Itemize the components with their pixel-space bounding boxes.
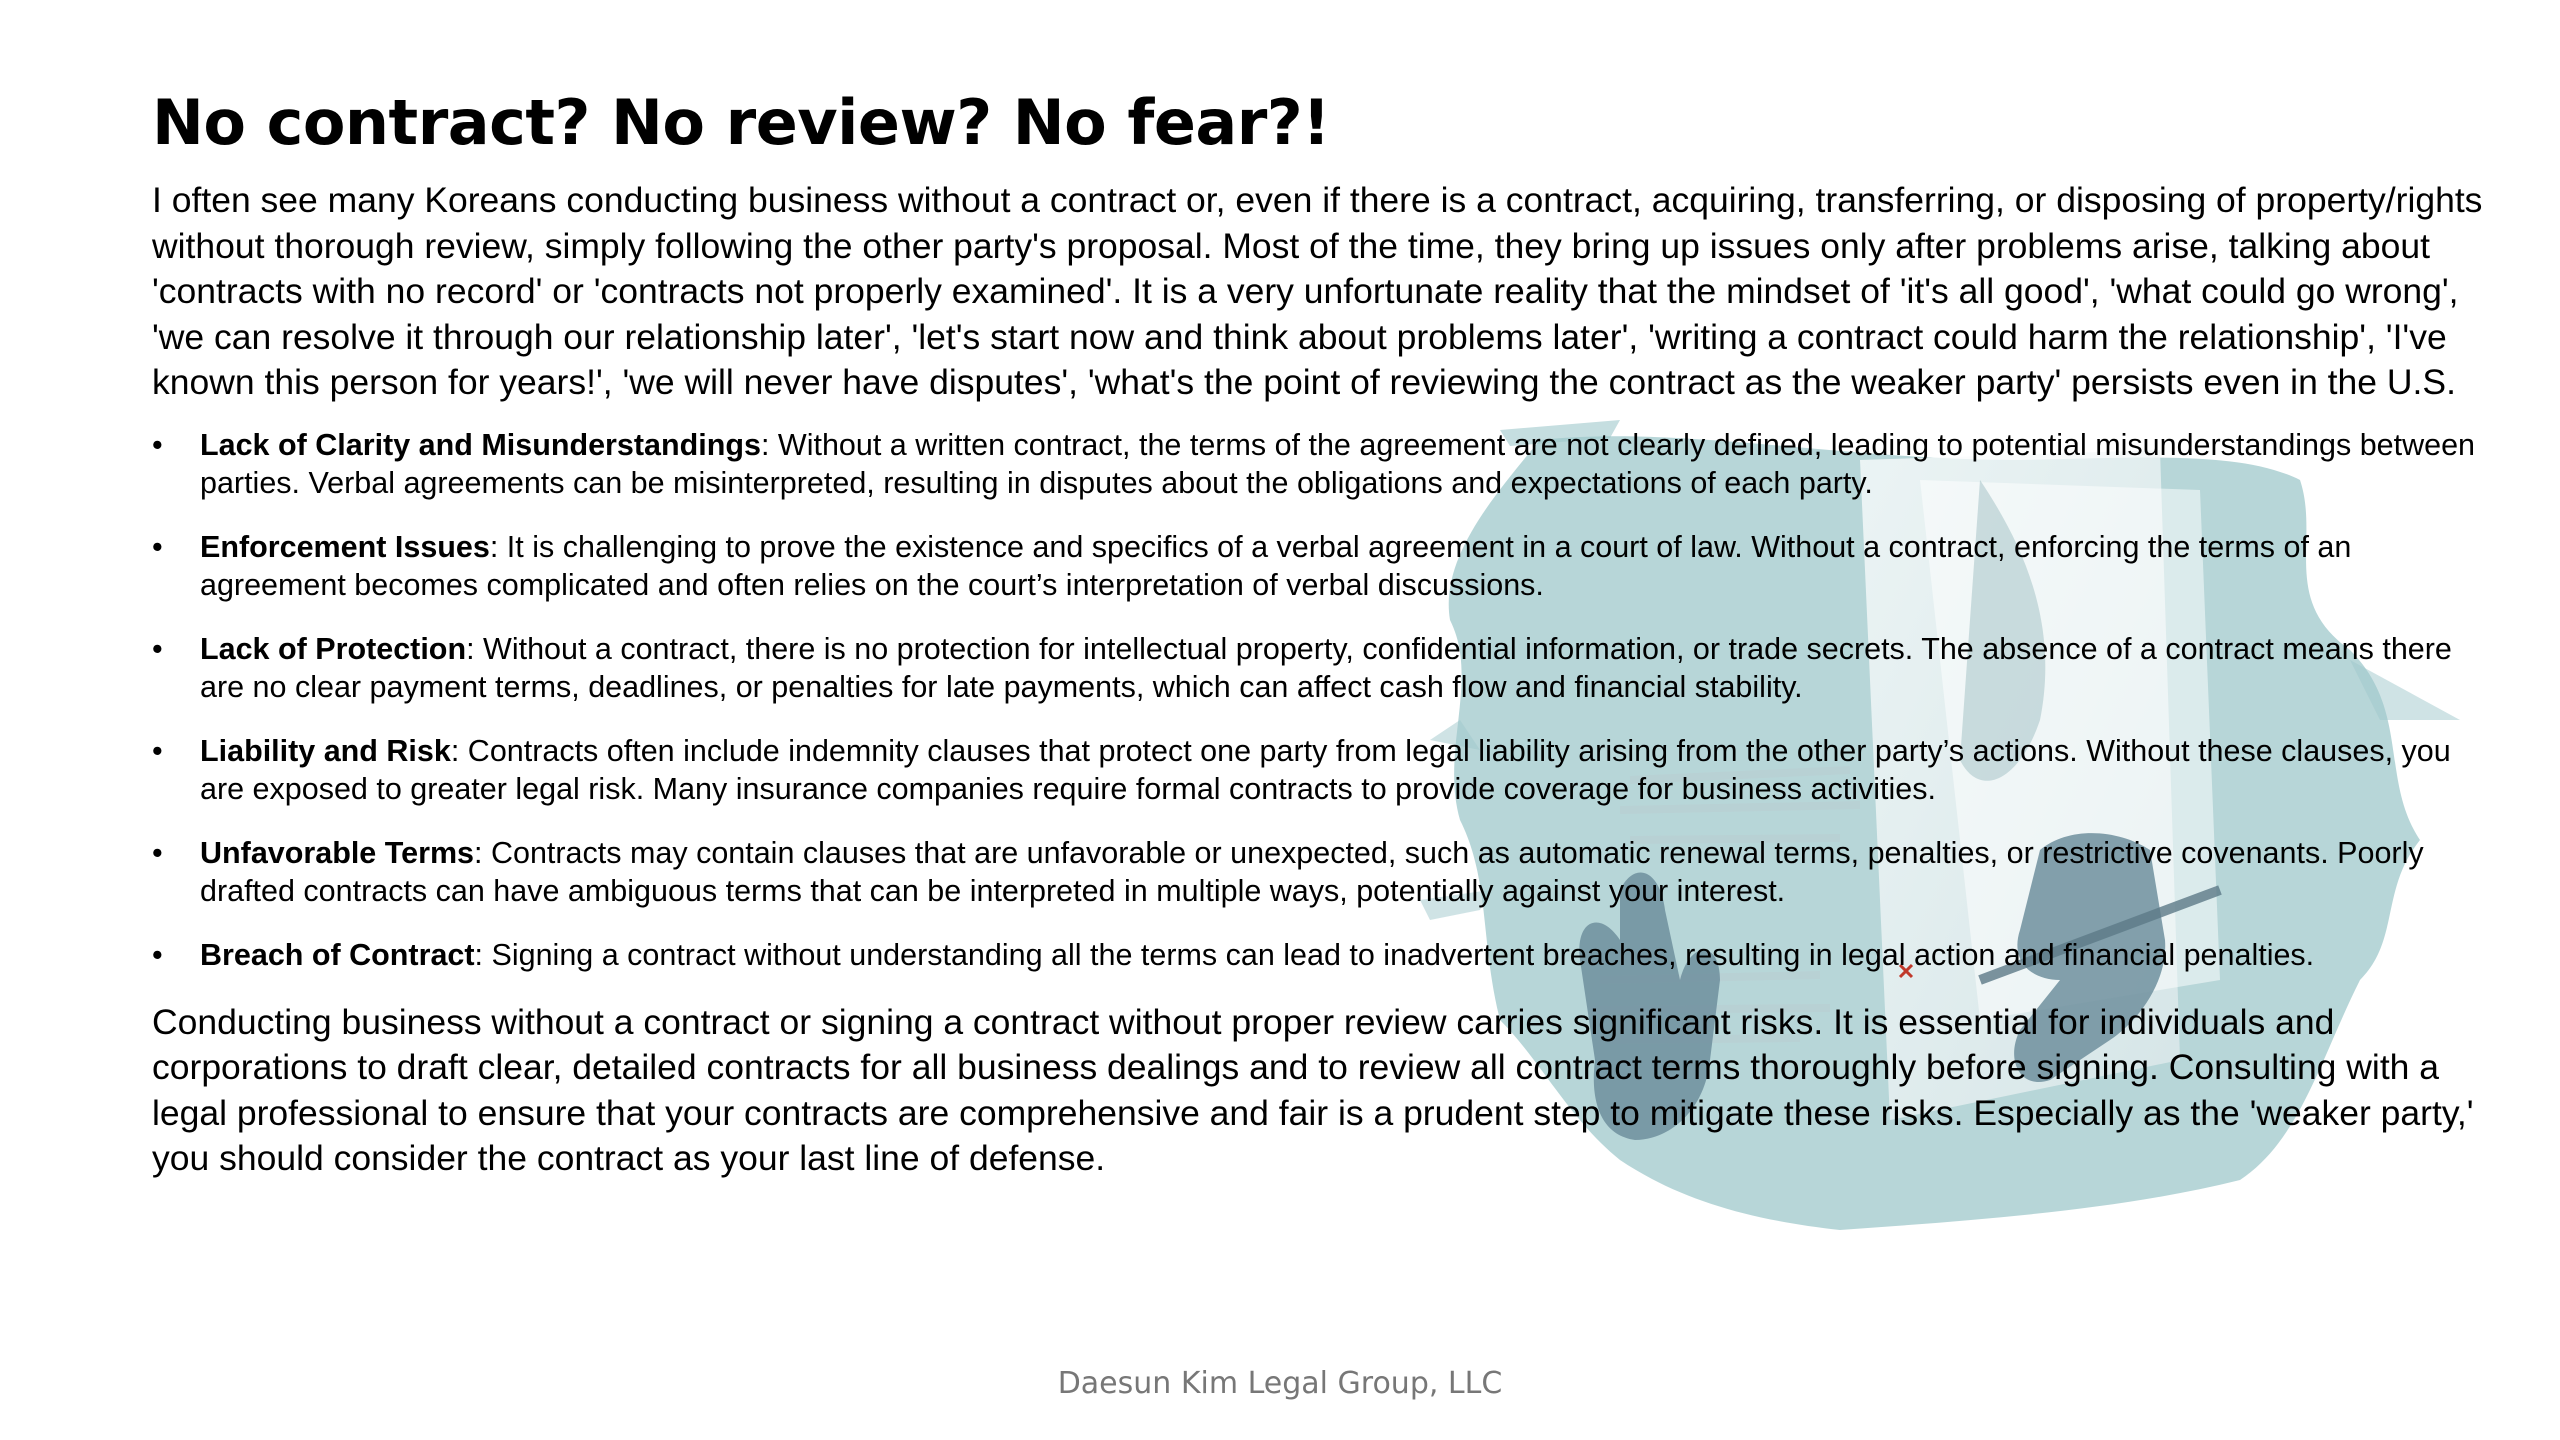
bullet-term: Lack of Protection	[200, 631, 467, 666]
bullet-term: Enforcement Issues	[200, 529, 490, 564]
bullet-icon: •	[152, 427, 163, 462]
bullet-term: Lack of Clarity and Misunderstandings	[200, 427, 761, 462]
bullet-text: : Contracts may contain clauses that are unfavorable or unexpected, such as automatic renewal terms, penalties, or restrictive covenants. Poorly drafted contracts can have ambiguous terms that can be interpreted in multiple ways, potentially against your interest.	[200, 835, 2424, 908]
intro-paragraph: I often see many Koreans conducting business without a contract or, even if there is a contract, acquiring, transferring, or disposing of property/rights without thorough review, simply following the other party's proposal. Most of the time, they bring up issues only after problems arise, talking about 'contracts with no record' or 'contracts not properly examined'. It is a very unfortunate reality that the mindset of 'it's all good', 'what could go wrong', 'we can resolve it through our relationship later', 'let's start now and think about problems later', 'writing a contract could harm the relationship', 'I've known this person for years!', 'we will never have disputes', 'what's the point of reviewing the contract as the weaker party' persists even in the U.S.	[152, 180, 2483, 402]
bullet-text: : It is challenging to prove the existence and specifics of a verbal agreement in a court of law. Without a contract, enforcing the terms of an agreement becomes complicated and often relies on the court’s interpretation of verbal discussions.	[200, 529, 2352, 602]
page-title: No contract? No review? No fear?!	[152, 86, 1331, 159]
bullet-icon: •	[152, 529, 163, 564]
bullet-icon: •	[152, 733, 163, 768]
bullet-text: : Without a contract, there is no protection for intellectual property, confidential information, or trade secrets. The absence of a contract means there are no clear payment terms, deadlines, or penalties for late payments, which can affect cash flow and financial stability.	[200, 631, 2452, 704]
bullet-text: : Without a written contract, the terms of the agreement are not clearly defined, leading to potential misunderstandings between parties. Verbal agreements can be misinterpreted, resulting in disputes about the obligations and expectations of each party.	[200, 427, 2476, 500]
slide-content	[152, 80, 2492, 1182]
bullet-text: : Contracts often include indemnity clauses that protect one party from legal liability arising from the other party’s actions. Without these clauses, you are exposed to greater legal risk. Many insurance companies require formal contracts to provide coverage for business activities.	[200, 733, 2451, 806]
list-item	[152, 834, 2492, 910]
bullet-icon: •	[152, 835, 163, 870]
bullet-text: : Signing a contract without understanding all the terms can lead to inadvertent breaches, resulting in legal action and financial penalties.	[474, 937, 2315, 972]
bullet-term: Breach of Contract	[200, 937, 475, 972]
bullet-term: Unfavorable Terms	[200, 835, 475, 870]
bullet-icon: •	[152, 937, 163, 972]
footer-company-name: Daesun Kim Legal Group, LLC	[1057, 1366, 1503, 1401]
list-item	[152, 630, 2492, 706]
list-item	[152, 528, 2492, 604]
list-item	[152, 936, 2492, 974]
conclusion-paragraph: Conducting business without a contract or signing a contract without proper review carries significant risks. It is essential for individuals and corporations to draft clear, detailed contracts for all business dealings and to review all contract terms thoroughly before signing. Consulting with a legal professional to ensure that your contracts are comprehensive and fair is a prudent step to mitigate these risks. Especially as the 'weaker party,' you should consider the contract as your last line of defense.	[152, 1001, 2474, 1178]
risk-list	[152, 426, 2492, 974]
bullet-icon: •	[152, 631, 163, 666]
list-item	[152, 426, 2492, 502]
bullet-term: Liability and Risk	[200, 733, 451, 768]
list-item	[152, 732, 2492, 808]
